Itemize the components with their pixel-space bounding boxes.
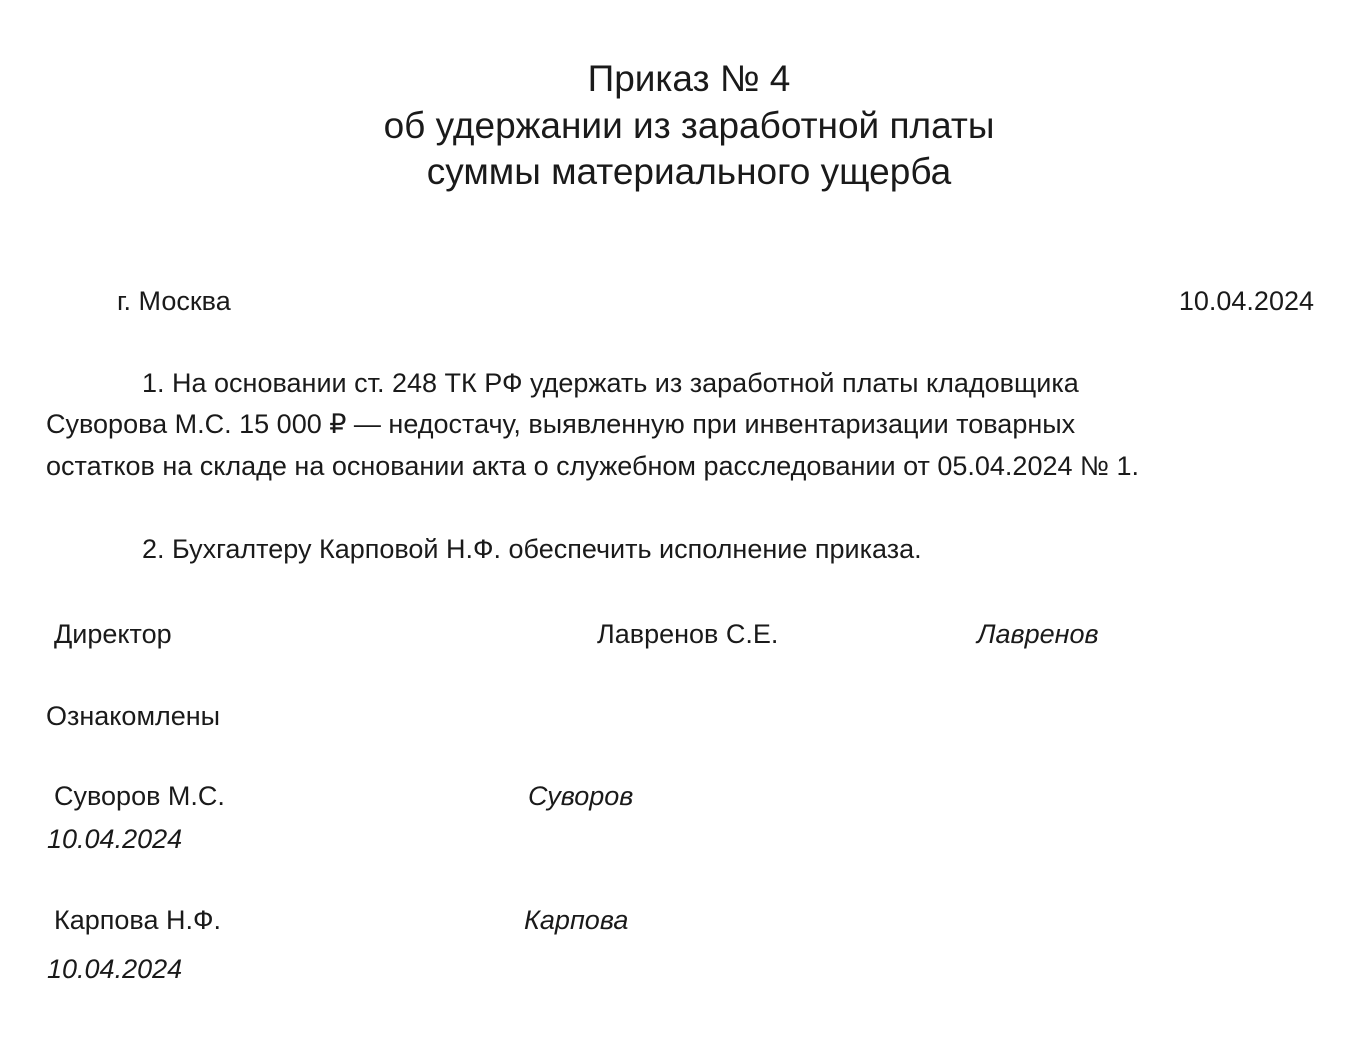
ack-person-name: Суворов М.С. bbox=[54, 781, 225, 811]
document-subtitle-line2: суммы материального ущерба bbox=[426, 151, 952, 192]
ack-person-signature: Карпова bbox=[524, 905, 629, 935]
item1-line1: 1. На основании ст. 248 ТК РФ удержать из заработной платы кладовщика bbox=[142, 368, 1079, 398]
acknowledged-label: Ознакомлены bbox=[46, 701, 221, 731]
item1-line2: Суворова М.С. 15 000 ₽ — недостачу, выявленную при инвентаризации товарных bbox=[46, 409, 1076, 439]
city: г. Москва bbox=[117, 286, 231, 316]
document-subtitle-line1: об удержании из заработной платы bbox=[383, 105, 995, 146]
signer-name: Лавренов С.Е. bbox=[597, 619, 779, 649]
ack-person-signature: Суворов bbox=[528, 781, 634, 811]
document-date: 10.04.2024 bbox=[1178, 286, 1314, 316]
ack-person-name: Карпова Н.Ф. bbox=[54, 905, 221, 935]
signer-position: Директор bbox=[54, 619, 172, 649]
signer-signature: Лавренов bbox=[977, 619, 1099, 649]
ack-person-date: 10.04.2024 bbox=[47, 824, 183, 854]
ack-person-date: 10.04.2024 bbox=[47, 954, 183, 984]
item2: 2. Бухгалтеру Карповой Н.Ф. обеспечить исполнение приказа. bbox=[142, 534, 922, 564]
item1-line3: остатков на складе на основании акта о служебном расследовании от 05.04.2024 № 1. bbox=[46, 451, 1139, 481]
document-title: Приказ № 4 bbox=[587, 58, 791, 99]
